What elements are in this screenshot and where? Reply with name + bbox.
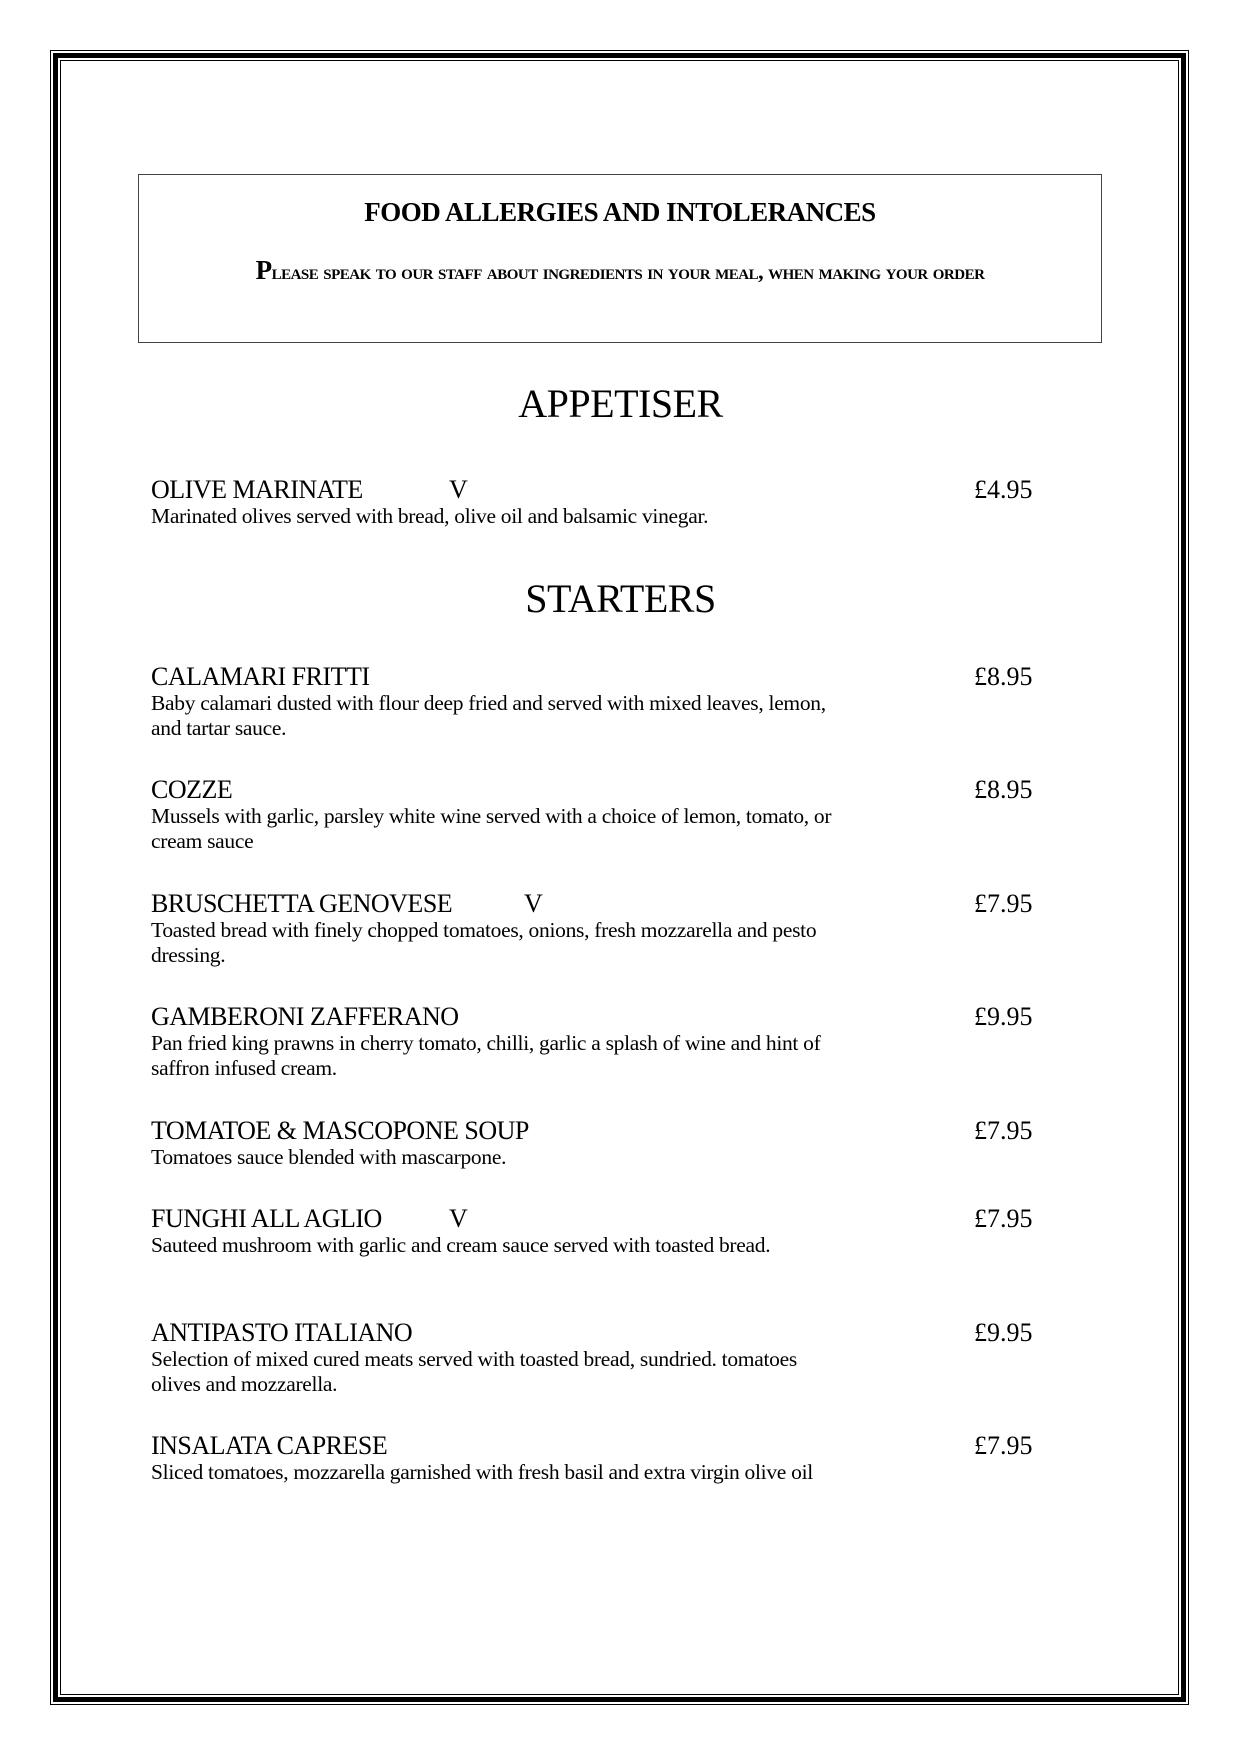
item-name: BRUSCHETTA GENOVESE (151, 889, 453, 918)
menu-item (151, 1003, 1091, 1081)
item-description: Mussels with garlic, parsley white wine served with a choice of lemon, tomato, or cream sauce (151, 804, 832, 853)
menu-item (151, 1319, 1091, 1397)
item-description: Marinated olives served with bread, olive oil and balsamic vinegar. (151, 504, 709, 528)
item-description: Selection of mixed cured meats served with toasted bread, sundried. tomatoes olives and mozzarella. (151, 1347, 797, 1396)
vegetarian-marker: V (449, 475, 468, 504)
allergy-notice-box (138, 174, 1102, 343)
item-price: £9.95 (974, 1318, 1033, 1347)
item-name: INSALATA CAPRESE (151, 1431, 388, 1460)
item-name: GAMBERONI ZAFFERANO (151, 1002, 459, 1031)
item-price: £7.95 (974, 889, 1033, 918)
allergy-title: FOOD ALLERGIES AND INTOLERANCES (364, 197, 876, 227)
menu-item (151, 1205, 1091, 1258)
section-title-appetiser: APPETISER (518, 381, 723, 426)
item-name: FUNGHI ALL AGLIO (151, 1204, 382, 1233)
section-title-starters: STARTERS (525, 576, 716, 621)
allergy-message (169, 255, 1071, 287)
item-price: £4.95 (974, 475, 1033, 504)
item-name: CALAMARI FRITTI (151, 662, 370, 691)
vegetarian-marker: V (524, 889, 543, 918)
item-description: Sliced tomatoes, mozzarella garnished with fresh basil and extra virgin olive oil (151, 1460, 813, 1484)
menu-item (151, 1432, 1091, 1485)
item-price: £8.95 (974, 662, 1033, 691)
item-description: Pan fried king prawns in cherry tomato, chilli, garlic a splash of wine and hint of saffron infused cream. (151, 1031, 821, 1080)
item-name: ANTIPASTO ITALIANO (151, 1318, 413, 1347)
item-description: Sauteed mushroom with garlic and cream sauce served with toasted bread. (151, 1233, 771, 1257)
menu-item (151, 1117, 1091, 1170)
item-price: £7.95 (974, 1116, 1033, 1145)
menu-item (151, 776, 1091, 854)
item-description: Tomatoes sauce blended with mascarpone. (151, 1145, 507, 1169)
vegetarian-marker: V (449, 1204, 468, 1233)
item-price: £7.95 (974, 1431, 1033, 1460)
item-price: £9.95 (974, 1002, 1033, 1031)
item-price: £7.95 (974, 1204, 1033, 1233)
menu-item (151, 890, 1091, 968)
menu-item (151, 663, 1091, 741)
allergy-message-initial: P (255, 255, 272, 285)
item-name: OLIVE MARINATE (151, 475, 363, 504)
item-description: Baby calamari dusted with flour deep fried and served with mixed leaves, lemon, and tartar sauce. (151, 691, 826, 740)
item-price: £8.95 (974, 775, 1033, 804)
item-name: TOMATOE & MASCOPONE SOUP (151, 1116, 529, 1145)
item-description: Toasted bread with finely chopped tomatoes, onions, fresh mozzarella and pesto dressing. (151, 918, 817, 967)
allergy-message-text: lease speak to our staff about ingredients in your meal, when making your order (271, 259, 985, 284)
item-name: COZZE (151, 775, 233, 804)
menu-item (151, 476, 1091, 529)
